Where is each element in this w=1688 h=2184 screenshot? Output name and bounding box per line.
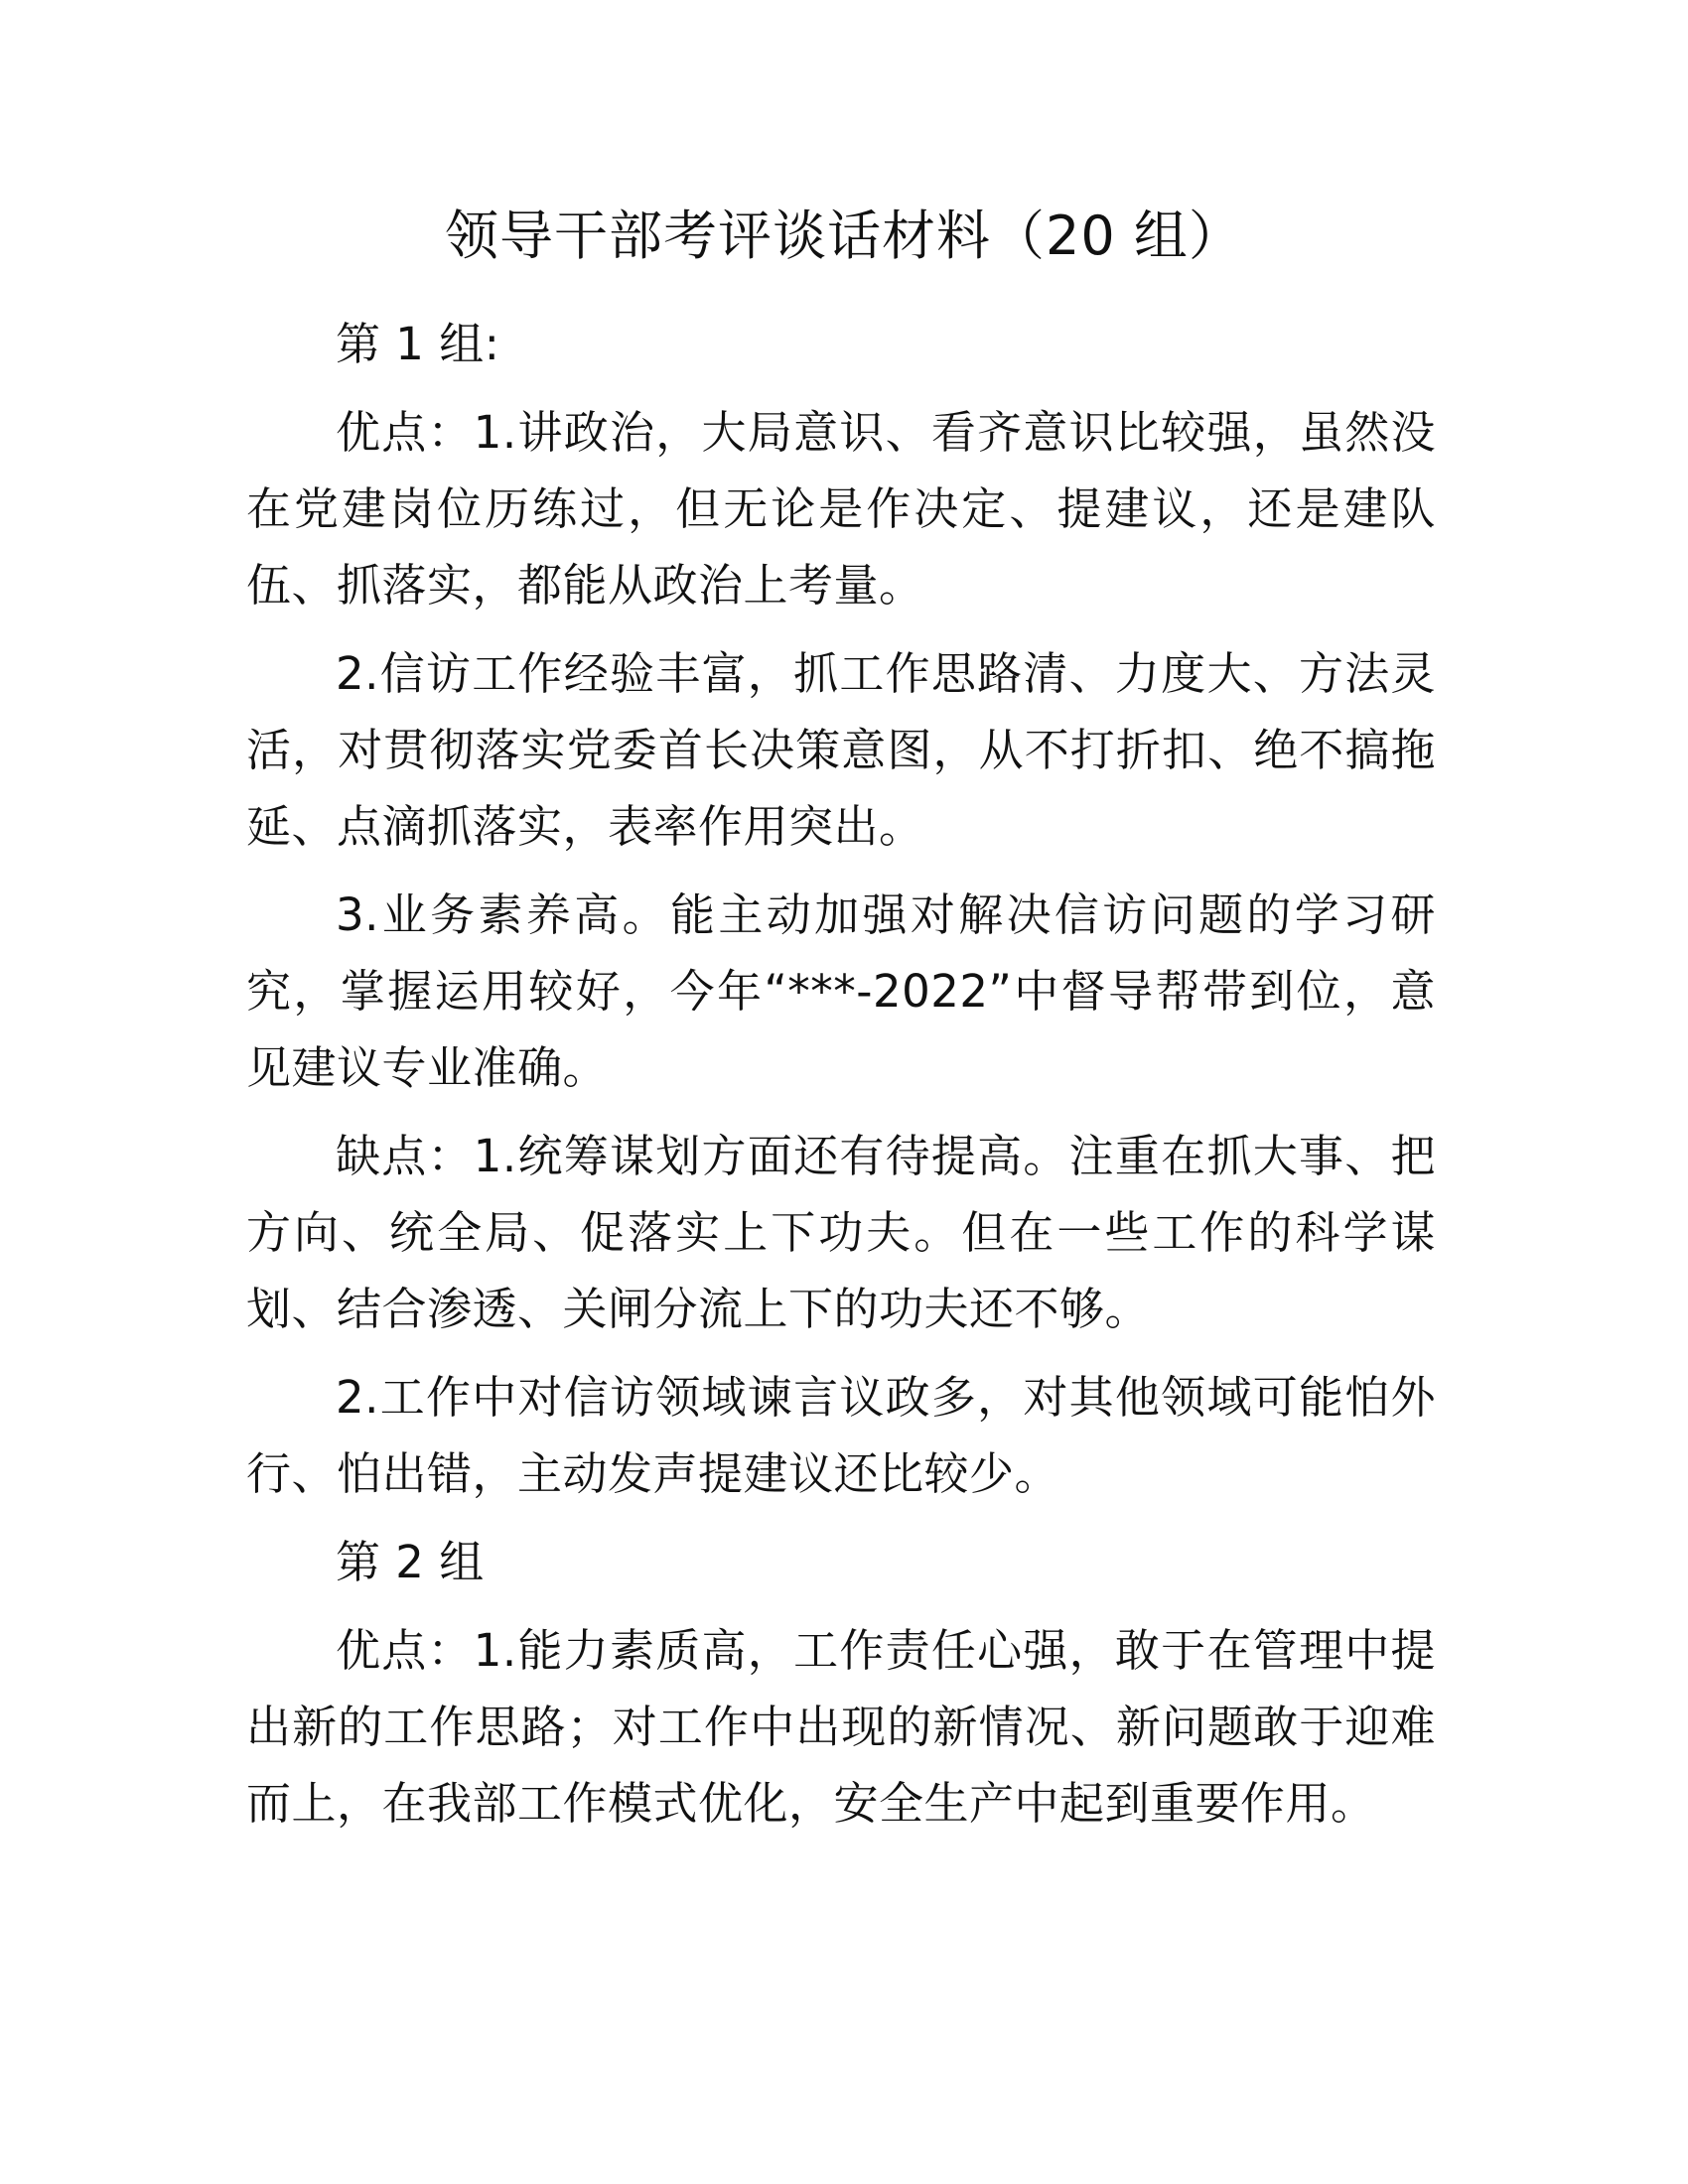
group-1-weakness-1: 缺点：1.统筹谋划方面还有待提高。注重在抓大事、把方向、统全局、促落实上下功夫。但在一些工作的科学谋划、结合渗透、关闸分流上下的功夫还不够。 <box>246 1130 1436 1335</box>
group-1-strength-2: 2.信访工作经验丰富，抓工作思路清、力度大、方法灵活，对贯彻落实党委首长决策意图，从不打折扣、绝不搞拖延、点滴抓落实，表率作用突出。 <box>246 647 1436 853</box>
document-body <box>246 306 1436 1853</box>
document-title: 领导干部考评谈话材料（20 组） <box>445 205 1243 267</box>
group-2-heading: 第 2 组 <box>336 1536 485 1588</box>
group-1-weakness-2: 2.工作中对信访领域谏言议政多，对其他领域可能怕外行、怕出错，主动发声提建议还比较少。 <box>246 1371 1436 1500</box>
group-2-strength-1: 优点：1.能力素质高，工作责任心强，敢于在管理中提出新的工作思路；对工作中出现的新情况、新问题敢于迎难而上，在我部工作模式优化，安全生产中起到重要作用。 <box>246 1624 1436 1830</box>
group-1-heading: 第 1 组: <box>336 318 500 370</box>
group-1-strength-1: 优点：1.讲政治，大局意识、看齐意识比较强，虽然没在党建岗位历练过，但无论是作决定、提建议，还是建队伍、抓落实，都能从政治上考量。 <box>246 406 1436 612</box>
group-1-strength-3: 3.业务素养高。能主动加强对解决信访问题的学习研究，掌握运用较好，今年“***-2022”中督导帮带到位，意见建议专业准确。 <box>246 888 1436 1094</box>
